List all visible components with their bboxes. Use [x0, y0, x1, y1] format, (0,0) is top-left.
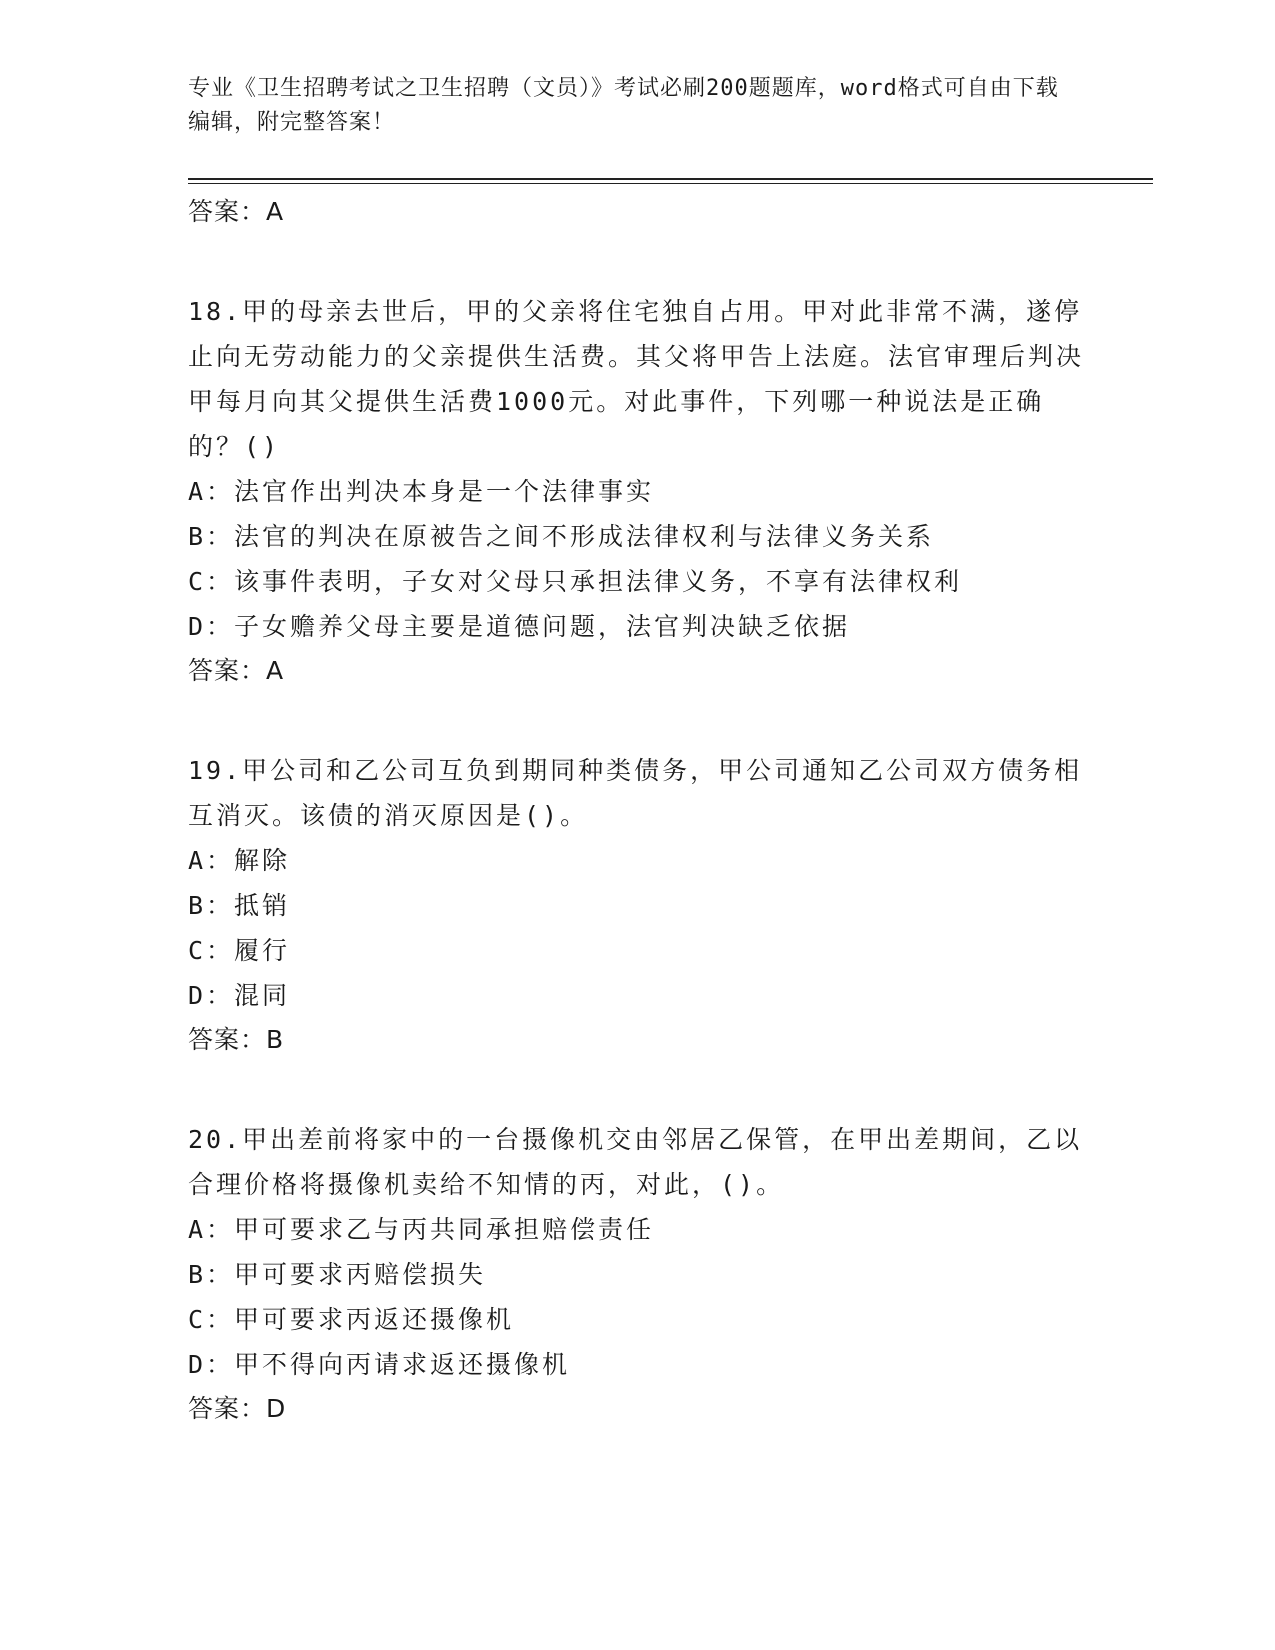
answer-line: 答案：B [188, 1025, 285, 1054]
question-text: 20.甲出差前将家中的一台摄像机交由邻居乙保管，在甲出差期间，乙以合理价格将摄像机卖给不知情的丙，对此，()。 [188, 1125, 1083, 1199]
page-header: 专业《卫生招聘考试之卫生招聘（文员）》考试必刷200题题库，word格式可自由下载编辑，附完整答案！ [188, 76, 1059, 135]
question-block [188, 1117, 1088, 1431]
answer-line: 答案：A [188, 656, 285, 685]
option-c: C：该事件表明，子女对父母只承担法律义务，不享有法律权利 [188, 567, 963, 596]
header-divider-thick [188, 178, 1153, 180]
answer-line: 答案：A [188, 197, 285, 226]
option-d: D：甲不得向丙请求返还摄像机 [188, 1350, 571, 1379]
question-text: 18.甲的母亲去世后，甲的父亲将住宅独自占用。甲对此非常不满，遂停止向无劳动能力的父亲提供生活费。其父将甲告上法庭。法官审理后判决甲每月向其父提供生活费1000元。对此事件，下列哪一种说法是正确的？() [188, 297, 1085, 461]
option-a: A：甲可要求乙与丙共同承担赔偿责任 [188, 1215, 655, 1244]
option-d: D：混同 [188, 981, 291, 1010]
option-d: D：子女赡养父母主要是道德问题，法官判决缺乏依据 [188, 612, 851, 641]
question-text: 19.甲公司和乙公司互负到期同种类债务，甲公司通知乙公司双方债务相互消灭。该债的消灭原因是()。 [188, 756, 1083, 830]
header-divider-thin [188, 183, 1153, 184]
option-a: A：法官作出判决本身是一个法律事实 [188, 477, 655, 506]
answer-line: 答案：D [188, 1394, 287, 1423]
question-block [188, 748, 1088, 1062]
option-b: B：法官的判决在原被告之间不形成法律权利与法律义务关系 [188, 522, 935, 551]
document-body [188, 190, 1088, 1431]
option-a: A：解除 [188, 846, 291, 875]
option-b: B：甲可要求丙赔偿损失 [188, 1260, 487, 1289]
option-c: C：履行 [188, 936, 291, 965]
option-b: B：抵销 [188, 891, 291, 920]
option-c: C：甲可要求丙返还摄像机 [188, 1305, 515, 1334]
question-block [188, 289, 1088, 693]
